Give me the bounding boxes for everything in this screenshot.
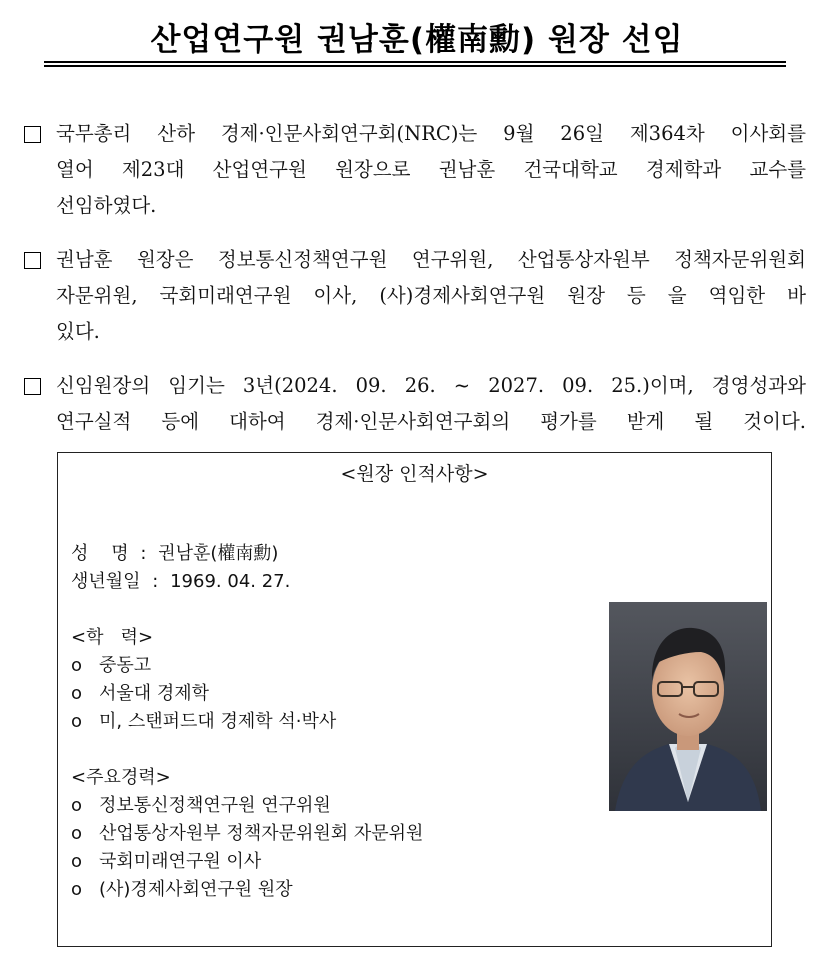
paragraph-line: 연구실적 등에 대하여 경제·인문사회연구회의 평가를 받게 될 것이다. [56, 410, 806, 433]
education-item [71, 679, 209, 705]
checkbox-bullet-icon [24, 378, 41, 395]
bullet-icon: ο [71, 711, 83, 732]
birth-row [71, 567, 290, 593]
profile-box [57, 452, 772, 947]
profile-heading: <원장 인적사항> [340, 463, 489, 485]
education-text: 중동고 [99, 655, 152, 676]
paragraph-line: 자문위원, 국회미래연구원 이사, (사)경제사회연구원 원장 등 을 역임한 바 [56, 284, 806, 307]
career-text: 산업통상자원부 정책자문위원회 자문위원 [99, 823, 424, 844]
career-heading: <주요경력> [71, 767, 171, 788]
paragraph-line: 신임원장의 임기는 3년(2024. 09. 26. ~ 2027. 09. 25.)이며, 경영성과와 [56, 374, 806, 397]
portrait-photo [609, 602, 767, 811]
portrait-illustration [609, 602, 767, 811]
career-text: (사)경제사회연구원 원장 [99, 879, 293, 900]
paragraph-line: 국무총리 산하 경제·인문사회연구회(NRC)는 9월 26일 제364차 이사회를 [56, 122, 806, 145]
education-text: 서울대 경제학 [99, 683, 210, 704]
bullet-icon: ο [71, 823, 83, 844]
page-title: 산업연구원 권남훈(權南勳) 원장 선임 [150, 22, 684, 58]
education-heading: <학 력> [71, 627, 154, 648]
career-text: 국회미래연구원 이사 [99, 851, 262, 872]
title-underline-second [44, 65, 786, 67]
checkbox-bullet-icon [24, 252, 41, 269]
bullet-icon: ο [71, 795, 83, 816]
name-value: 권남훈(權南勳) [158, 543, 279, 564]
bullet-icon: ο [71, 683, 83, 704]
birth-label: 생년월일 [71, 571, 141, 592]
checkbox-bullet-icon [24, 126, 41, 143]
career-item [71, 847, 261, 873]
career-item [71, 819, 423, 845]
bullet-icon: ο [71, 851, 83, 872]
paragraph-line: 선임하였다. [56, 194, 157, 217]
education-text: 미, 스탠퍼드대 경제학 석·박사 [99, 711, 337, 732]
name-label: 성 명 [71, 543, 129, 564]
career-text: 정보통신정책연구원 연구위원 [99, 795, 331, 816]
education-item [71, 707, 336, 733]
colon: : [152, 571, 159, 592]
birth-value: 1969. 04. 27. [170, 571, 291, 592]
paragraph-line: 권남훈 원장은 정보통신정책연구원 연구위원, 산업통상자원부 정책자문위원회 [56, 248, 806, 271]
colon: : [140, 543, 147, 564]
career-item [71, 875, 293, 901]
bullet-icon: ο [71, 655, 83, 676]
paragraph-line: 열어 제23대 산업연구원 원장으로 권남훈 건국대학교 경제학과 교수를 [56, 158, 806, 181]
paragraph-line: 있다. [56, 320, 100, 343]
education-item [71, 651, 151, 677]
career-item [71, 791, 331, 817]
name-row [71, 539, 278, 565]
bullet-icon: ο [71, 879, 83, 900]
title-underline [44, 61, 786, 63]
